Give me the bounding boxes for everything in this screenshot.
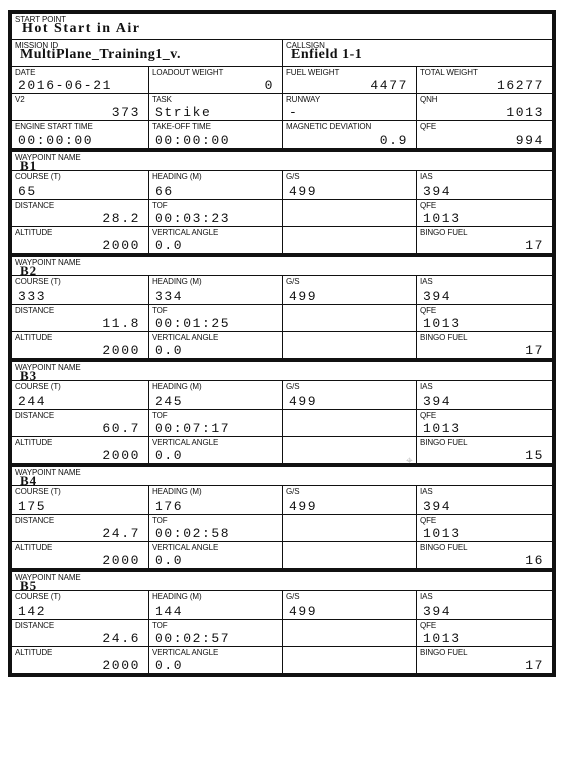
ias-label: IAS (420, 172, 433, 181)
altitude-cell (12, 437, 148, 463)
heading-cell (148, 486, 282, 514)
engine-start-value: 00:00:00 (18, 133, 94, 148)
bingo-fuel-cell (416, 647, 552, 673)
mag-dev-value: 0.9 (379, 133, 408, 148)
groundspeed-value: 499 (289, 184, 318, 199)
tof-value: 00:07:17 (155, 421, 231, 436)
waypoint-name-value: B4 (20, 473, 38, 488)
groundspeed-cell (282, 486, 416, 514)
qnh-value: 1013 (506, 105, 544, 120)
ias-label: IAS (420, 382, 433, 391)
heading-label: HEADING (M) (152, 277, 202, 286)
course-value: 175 (18, 499, 47, 514)
waypoint-block (12, 148, 552, 253)
distance-value: 24.6 (102, 631, 140, 646)
waypoint-qfe-label: QFE (420, 411, 437, 420)
bingo-fuel-value: 17 (525, 343, 544, 358)
task-value: Strike (155, 105, 212, 120)
empty-cell (282, 437, 416, 463)
vertical-angle-value: 0.0 (155, 448, 184, 463)
ias-cell (416, 276, 552, 304)
vertical-angle-cell (148, 437, 282, 463)
waypoint-qfe-value: 1013 (423, 631, 461, 646)
vertical-angle-value: 0.0 (155, 553, 184, 568)
qfe-cell (416, 121, 552, 148)
tof-label: TOF (152, 306, 168, 315)
empty-cell (282, 332, 416, 358)
ias-cell (416, 591, 552, 619)
tof-value: 00:02:58 (155, 526, 231, 541)
waypoint-block (12, 568, 552, 673)
loadout-weight-value: 0 (264, 78, 274, 93)
heading-value: 66 (155, 184, 174, 199)
empty-cell (282, 200, 416, 226)
altitude-value: 2000 (102, 448, 140, 463)
tof-value: 00:01:25 (155, 316, 231, 331)
altitude-cell (12, 332, 148, 358)
altitude-label: ALTITUDE (15, 438, 53, 447)
heading-value: 245 (155, 394, 184, 409)
heading-label: HEADING (M) (152, 172, 202, 181)
groundspeed-cell (282, 276, 416, 304)
waypoint-name-cell (12, 467, 552, 488)
ias-value: 394 (423, 499, 452, 514)
empty-cell (282, 305, 416, 331)
groundspeed-label: G/S (286, 382, 300, 391)
qfe-value: 994 (515, 133, 544, 148)
course-value: 333 (18, 289, 47, 304)
vertical-angle-label: VERTICAL ANGLE (152, 543, 219, 552)
ias-cell (416, 171, 552, 199)
altitude-label: ALTITUDE (15, 648, 53, 657)
altitude-value: 2000 (102, 238, 140, 253)
start-point-cell (12, 14, 552, 39)
total-weight-label: TOTAL WEIGHT (420, 68, 478, 77)
altitude-value: 2000 (102, 553, 140, 568)
date-label: DATE (15, 68, 36, 77)
start-point-label: START POINT (15, 15, 66, 24)
altitude-cell (12, 647, 148, 673)
bingo-fuel-value: 17 (525, 238, 544, 253)
callsign-label: CALLSIGN (286, 41, 325, 50)
waypoint-qfe-label: QFE (420, 306, 437, 315)
course-cell (12, 171, 148, 199)
ias-cell (416, 381, 552, 409)
waypoint-qfe-value: 1013 (423, 526, 461, 541)
tof-cell (148, 305, 282, 331)
ias-value: 394 (423, 289, 452, 304)
bingo-fuel-label: BINGO FUEL (420, 333, 468, 342)
ias-value: 394 (423, 184, 452, 199)
course-cell (12, 381, 148, 409)
vertical-angle-cell (148, 542, 282, 568)
v2-label: V2 (15, 95, 25, 104)
course-label: COURSE (T) (15, 277, 61, 286)
start-point-value: Hot Start in Air (22, 21, 141, 36)
bingo-fuel-cell (416, 542, 552, 568)
empty-cell (282, 410, 416, 436)
altitude-cell (12, 227, 148, 253)
runway-value: - (289, 105, 299, 120)
distance-label: DISTANCE (15, 516, 55, 525)
vertical-angle-cell (148, 227, 282, 253)
bingo-fuel-value: 16 (525, 553, 544, 568)
course-label: COURSE (T) (15, 382, 61, 391)
course-label: COURSE (T) (15, 592, 61, 601)
tof-value: 00:02:57 (155, 631, 231, 646)
total-weight-cell (416, 67, 552, 93)
mission-header (12, 14, 552, 148)
groundspeed-value: 499 (289, 604, 318, 619)
distance-value: 24.7 (102, 526, 140, 541)
waypoint-name-label: WAYPOINT NAME (15, 258, 81, 267)
tof-cell (148, 515, 282, 541)
waypoint-name-cell (12, 572, 552, 593)
vertical-angle-value: 0.0 (155, 238, 184, 253)
empty-cell (282, 647, 416, 673)
groundspeed-cell (282, 591, 416, 619)
waypoint-list (12, 148, 552, 673)
ias-value: 394 (423, 394, 452, 409)
distance-label: DISTANCE (15, 201, 55, 210)
course-value: 244 (18, 394, 47, 409)
bingo-fuel-cell (416, 332, 552, 358)
groundspeed-value: 499 (289, 499, 318, 514)
course-label: COURSE (T) (15, 487, 61, 496)
total-weight-value: 16277 (496, 78, 544, 93)
qfe-label: QFE (420, 122, 437, 131)
tof-label: TOF (152, 621, 168, 630)
bingo-fuel-value: 15 (525, 448, 544, 463)
heading-cell (148, 591, 282, 619)
course-cell (12, 591, 148, 619)
waypoint-name-value: B1 (20, 158, 38, 173)
distance-label: DISTANCE (15, 621, 55, 630)
mag-dev-label: MAGNETIC DEVIATION (286, 122, 372, 131)
groundspeed-label: G/S (286, 172, 300, 181)
waypoint-name-value: B5 (20, 578, 38, 593)
engine-start-cell (12, 121, 148, 148)
bingo-fuel-label: BINGO FUEL (420, 438, 468, 447)
vertical-angle-cell (148, 332, 282, 358)
ias-label: IAS (420, 592, 433, 601)
bingo-fuel-label: BINGO FUEL (420, 543, 468, 552)
tof-label: TOF (152, 411, 168, 420)
callsign-cell (282, 40, 552, 66)
groundspeed-cell (282, 381, 416, 409)
ias-cell (416, 486, 552, 514)
runway-cell (282, 94, 416, 120)
bingo-fuel-value: 17 (525, 658, 544, 673)
course-cell (12, 276, 148, 304)
heading-value: 334 (155, 289, 184, 304)
fuel-weight-value: 4477 (370, 78, 408, 93)
waypoint-qfe-label: QFE (420, 621, 437, 630)
waypoint-qfe-cell (416, 305, 552, 331)
tof-label: TOF (152, 516, 168, 525)
waypoint-qfe-value: 1013 (423, 421, 461, 436)
waypoint-qfe-cell (416, 620, 552, 646)
distance-value: 11.8 (102, 316, 140, 331)
waypoint-name-cell (12, 257, 552, 278)
distance-cell (12, 515, 148, 541)
qnh-label: QNH (420, 95, 438, 104)
waypoint-name-label: WAYPOINT NAME (15, 153, 81, 162)
vertical-angle-value: 0.0 (155, 658, 184, 673)
takeoff-label: TAKE-OFF TIME (152, 122, 211, 131)
ias-label: IAS (420, 487, 433, 496)
ias-value: 394 (423, 604, 452, 619)
callsign-value: Enfield 1-1 (291, 47, 363, 62)
waypoint-qfe-label: QFE (420, 201, 437, 210)
groundspeed-value: 499 (289, 289, 318, 304)
groundspeed-cell (282, 171, 416, 199)
course-value: 65 (18, 184, 37, 199)
altitude-value: 2000 (102, 658, 140, 673)
loadout-weight-label: LOADOUT WEIGHT (152, 68, 224, 77)
bingo-fuel-label: BINGO FUEL (420, 648, 468, 657)
waypoint-qfe-value: 1013 (423, 211, 461, 226)
waypoint-name-cell (12, 362, 552, 383)
runway-label: RUNWAY (286, 95, 321, 104)
vertical-angle-label: VERTICAL ANGLE (152, 438, 219, 447)
heading-label: HEADING (M) (152, 382, 202, 391)
waypoint-name-label: WAYPOINT NAME (15, 573, 81, 582)
waypoint-qfe-value: 1013 (423, 316, 461, 331)
task-cell (148, 94, 282, 120)
distance-cell (12, 620, 148, 646)
vertical-angle-label: VERTICAL ANGLE (152, 228, 219, 237)
mag-dev-cell (282, 121, 416, 148)
waypoint-block (12, 463, 552, 568)
groundspeed-label: G/S (286, 592, 300, 601)
distance-label: DISTANCE (15, 411, 55, 420)
distance-cell (12, 305, 148, 331)
heading-value: 176 (155, 499, 184, 514)
distance-value: 60.7 (102, 421, 140, 436)
waypoint-block (12, 358, 552, 463)
mission-id-value: MultiPlane_Training1_v. (20, 47, 181, 62)
heading-label: HEADING (M) (152, 592, 202, 601)
altitude-cell (12, 542, 148, 568)
tof-cell (148, 410, 282, 436)
tof-cell (148, 620, 282, 646)
tof-label: TOF (152, 201, 168, 210)
altitude-label: ALTITUDE (15, 543, 53, 552)
date-value: 2016-06-21 (18, 78, 113, 93)
heading-cell (148, 381, 282, 409)
groundspeed-label: G/S (286, 487, 300, 496)
takeoff-value: 00:00:00 (155, 133, 231, 148)
empty-cell (282, 227, 416, 253)
task-label: TASK (152, 95, 172, 104)
course-cell (12, 486, 148, 514)
v2-value: 373 (111, 105, 140, 120)
vertical-angle-cell (148, 647, 282, 673)
vertical-angle-label: VERTICAL ANGLE (152, 648, 219, 657)
mission-id-cell (12, 40, 282, 66)
groundspeed-value: 499 (289, 394, 318, 409)
waypoint-name-cell (12, 152, 552, 173)
heading-label: HEADING (M) (152, 487, 202, 496)
empty-cell (282, 542, 416, 568)
waypoint-qfe-label: QFE (420, 516, 437, 525)
bingo-fuel-cell (416, 227, 552, 253)
v2-cell (12, 94, 148, 120)
distance-value: 28.2 (102, 211, 140, 226)
altitude-label: ALTITUDE (15, 228, 53, 237)
waypoint-name-value: B3 (20, 368, 38, 383)
date-cell (12, 67, 148, 93)
watermark-icon: ⌖ (406, 453, 413, 467)
tof-cell (148, 200, 282, 226)
fuel-weight-cell (282, 67, 416, 93)
vertical-angle-value: 0.0 (155, 343, 184, 358)
qnh-cell (416, 94, 552, 120)
heading-cell (148, 171, 282, 199)
takeoff-cell (148, 121, 282, 148)
distance-cell (12, 410, 148, 436)
waypoint-name-label: WAYPOINT NAME (15, 468, 81, 477)
waypoint-block (12, 253, 552, 358)
groundspeed-label: G/S (286, 277, 300, 286)
waypoint-qfe-cell (416, 410, 552, 436)
heading-value: 144 (155, 604, 184, 619)
distance-cell (12, 200, 148, 226)
mission-id-label: MISSION ID (15, 41, 59, 50)
empty-cell (282, 620, 416, 646)
course-label: COURSE (T) (15, 172, 61, 181)
altitude-value: 2000 (102, 343, 140, 358)
waypoint-name-value: B2 (20, 263, 38, 278)
altitude-label: ALTITUDE (15, 333, 53, 342)
waypoint-qfe-cell (416, 200, 552, 226)
loadout-weight-cell (148, 67, 282, 93)
tof-value: 00:03:23 (155, 211, 231, 226)
bingo-fuel-cell (416, 437, 552, 463)
vertical-angle-label: VERTICAL ANGLE (152, 333, 219, 342)
waypoint-name-label: WAYPOINT NAME (15, 363, 81, 372)
distance-label: DISTANCE (15, 306, 55, 315)
bingo-fuel-label: BINGO FUEL (420, 228, 468, 237)
empty-cell (282, 515, 416, 541)
waypoint-qfe-cell (416, 515, 552, 541)
ias-label: IAS (420, 277, 433, 286)
course-value: 142 (18, 604, 47, 619)
heading-cell (148, 276, 282, 304)
kneeboard-sheet (8, 10, 556, 677)
fuel-weight-label: FUEL WEIGHT (286, 68, 340, 77)
engine-start-label: ENGINE START TIME (15, 122, 93, 131)
